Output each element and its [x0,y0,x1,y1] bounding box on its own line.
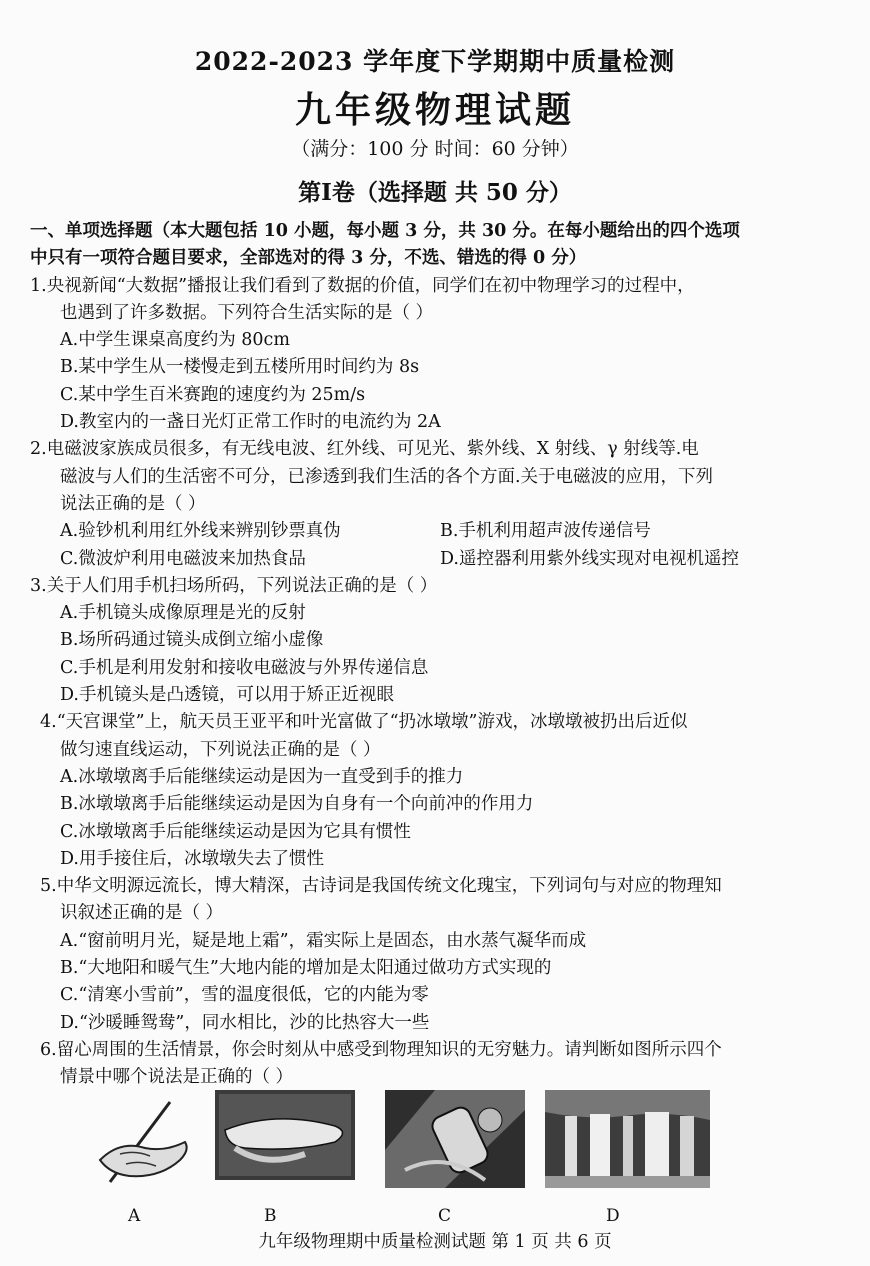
question-6-stem: 6.留心周围的生活情景，你会时刻从中感受到物理知识的无穷魅力。请判断如图所示四个 [40,1039,722,1060]
option-1c: C.某中学生百米赛跑的速度约为 25m/s [60,384,366,405]
option-3d: D.手机镜头是凸透镜，可以用于矫正近视眼 [60,685,394,706]
option-5d: D.“沙暖睡鸳鸯”，同水相比，沙的比热容大一些 [60,1012,430,1033]
question-3-stem: 3.关于人们用手机扫场所码，下列说法正确的是（ ） [30,575,438,596]
exam-title: 九年级物理试题 [294,89,575,131]
question-6-figures [80,1090,800,1226]
figure-a-hand-writing [90,1090,200,1188]
question-2-stem: 说法正确的是（ ） [60,493,206,514]
question-2-stem: 磁波与人们的生活密不可分，已渗透到我们生活的各个方面.关于电磁波的应用，下列 [60,466,714,487]
year-title: 2022-2023 学年度下学期期中质量检测 [194,47,676,76]
option-2d: D.遥控器利用紫外线实现对电视机遥控 [440,548,739,569]
figure-d-waterfall-photo [545,1090,710,1188]
question-4-stem: 4.“天宫课堂”上，航天员王亚平和叶光富做了“扔冰墩墩”游戏，冰墩墩被扔出后近似 [40,712,688,733]
figure-b-hand-photo [215,1090,355,1188]
figure-label-d: D [606,1206,620,1226]
option-3c: C.手机是利用发射和接收电磁波与外界传递信息 [60,657,429,678]
option-3a: A.手机镜头成像原理是光的反射 [60,603,306,624]
figure-label-a: A [128,1206,141,1226]
option-2b: B.手机利用超声波传递信号 [440,521,651,542]
option-4a: A.冰墩墩离手后能继续运动是因为一直受到手的推力 [60,766,464,787]
section-heading: 一、单项选择题（本大题包括 10 小题，每小题 3 分，共 30 分。在每小题给出的四个选项 [30,221,740,241]
option-2c: C.微波炉利用电磁波来加热食品 [60,548,306,569]
option-1a: A.中学生课桌高度约为 80cm [60,330,290,351]
score-time: （满分：100 分 时间：60 分钟） [291,138,579,160]
question-2-stem: 2.电磁波家族成员很多，有无线电波、红外线、可见光、紫外线、X 射线、γ 射线等.电 [30,439,699,460]
page-footer: 九年级物理期中质量检测试题 第 1 页 共 6 页 [258,1232,612,1252]
option-4b: B.冰墩墩离手后能继续运动是因为自身有一个向前冲的作用力 [60,794,534,815]
question-1-stem: 1.央视新闻“大数据”播报让我们看到了数据的价值，同学们在初中物理学习的过程中， [30,275,695,296]
question-5-stem: 识叙述正确的是（ ） [60,903,224,924]
volume-title: 第Ⅰ卷（选择题 共 50 分） [298,179,572,206]
figure-label-c: C [438,1206,452,1226]
question-5-stem: 5.中华文明源远流长，博大精深，古诗词是我国传统文化瑰宝，下列词句与对应的物理知 [40,876,722,897]
options-2ab [30,518,842,545]
option-4d: D.用手接住后，冰墩墩失去了惯性 [60,848,324,869]
option-1b: B.某中学生从一楼慢走到五楼所用时间约为 8s [60,357,420,378]
option-5a: A.“窗前明月光，疑是地上霜”，霜实际上是固态，由水蒸气凝华而成 [60,930,587,951]
section-heading: 中只有一项符合题目要求，全部选对的得 3 分，不选、错选的得 0 分） [30,248,587,269]
option-4c: C.冰墩墩离手后能继续运动是因为它具有惯性 [60,821,411,842]
figure-c-car-seat-photo [385,1090,525,1188]
figure-label-b: B [264,1206,277,1226]
option-1d: D.教室内的一盏日光灯正常工作时的电流约为 2A [60,412,441,433]
question-4-stem: 做匀速直线运动，下列说法正确的是（ ） [60,739,381,760]
option-2a: A.验钞机利用红外线来辨别钞票真伪 [60,521,341,542]
question-content [30,218,842,1092]
question-6-stem: 情景中哪个说法是正确的（ ） [60,1067,294,1088]
option-3b: B.场所码通过镜头成倒立缩小虚像 [60,630,324,651]
options-2cd [30,546,842,573]
question-1-stem: 也遇到了许多数据。下列符合生活实际的是（ ） [60,302,434,323]
option-5c: C.“清寒小雪前”，雪的温度很低，它的内能为零 [60,985,429,1006]
option-5b: B.“大地阳和暖气生”大地内能的增加是太阳通过做功方式实现的 [60,958,552,979]
